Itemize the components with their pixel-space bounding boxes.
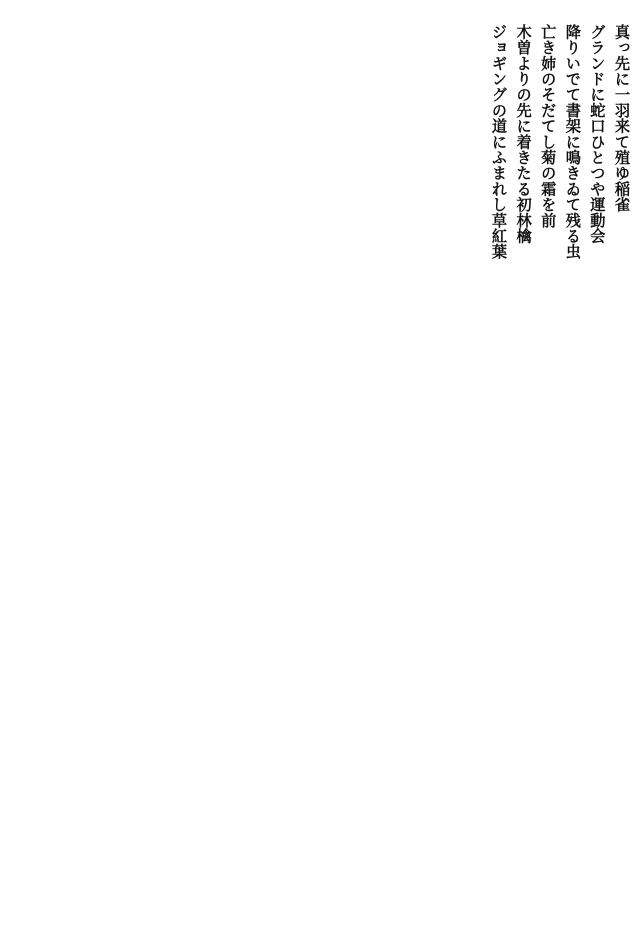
haiku-line: 亡き姉のそだてし菊の霜を前 bbox=[539, 24, 558, 229]
poem-list bbox=[486, 24, 634, 464]
haiku-line: 木曽よりの先に着きたる初林檎 bbox=[514, 24, 533, 244]
haiku-group bbox=[486, 24, 634, 464]
haiku-line: ジョギングの道にふまれし草紅葉 bbox=[490, 24, 509, 260]
haiku-line: 降りいでて書架に鳴きゐて残る虫 bbox=[563, 24, 582, 260]
haiku-line: グランドに蛇口ひとつや運動会 bbox=[588, 24, 607, 244]
haiku-line: 真っ先に一羽来て殖ゆ稲雀 bbox=[613, 24, 631, 213]
top-haiku-block bbox=[2, 24, 634, 464]
